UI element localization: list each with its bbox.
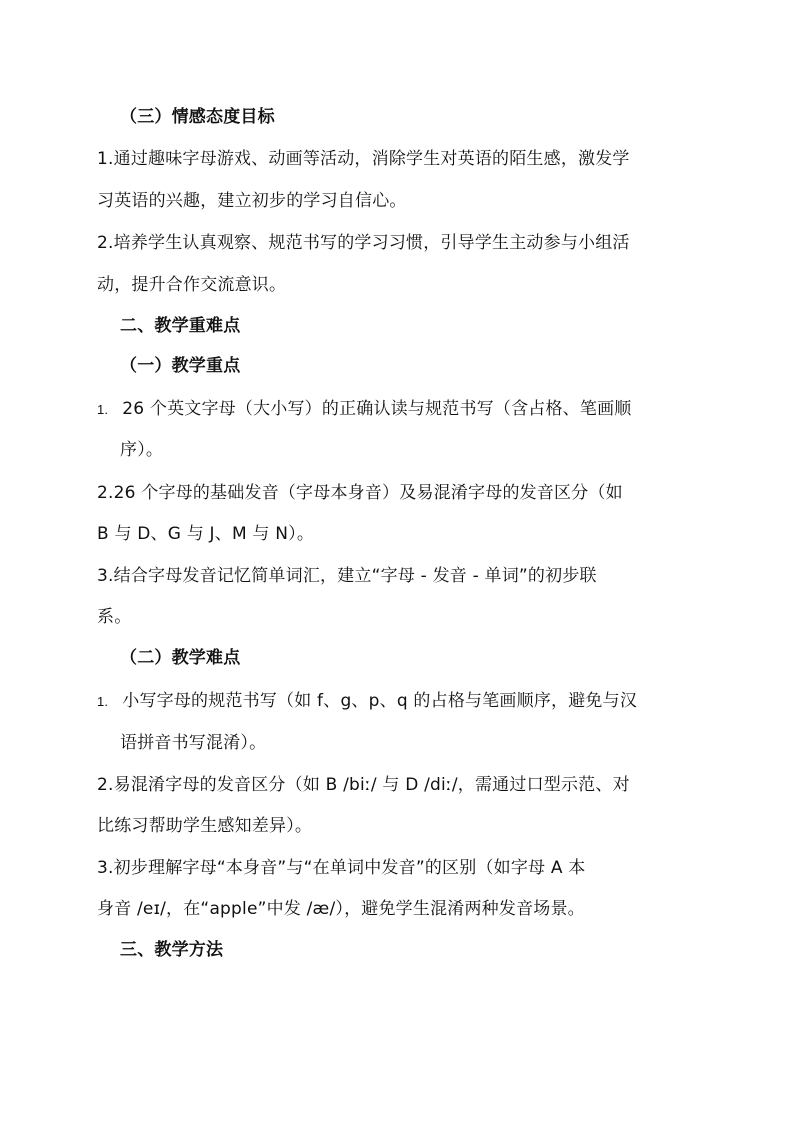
key-item-2-line-1: 2.26 个字母的基础发音（字母本身音）及易混淆字母的发音区分（如 bbox=[97, 483, 623, 503]
emotion-item-1-line-1: 1.通过趣味字母游戏、动画等活动，消除学生对英语的陌生感，激发学 bbox=[97, 149, 630, 169]
key-item-1-number: 1. bbox=[97, 402, 109, 417]
diff-item-3-line-2: 身音 /eɪ/，在“apple”中发 /æ/），避免学生混淆两种发音场景。 bbox=[97, 899, 585, 919]
emotion-item-1-line-2: 习英语的兴趣，建立初步的学习自信心。 bbox=[97, 191, 407, 211]
diff-item-2-line-2: 比练习帮助学生感知差异）。 bbox=[97, 816, 313, 836]
diff-item-3-line-1: 3.初步理解字母“本身音”与“在单词中发音”的区别（如字母 A 本 bbox=[97, 858, 586, 878]
emotion-item-2-line-1: 2.培养学生认真观察、规范书写的学习习惯，引导学生主动参与小组活 bbox=[97, 233, 630, 253]
key-item-1-line-1 bbox=[97, 397, 631, 422]
diff-item-2-line-1: 2.易混淆字母的发音区分（如 B /biː/ 与 D /diː/，需通过口型示范、对 bbox=[97, 775, 630, 795]
heading-emotion-goals: （三）情感态度目标 bbox=[120, 107, 275, 127]
key-item-1-text: 26 个英文字母（大小写）的正确认读与规范书写（含占格、笔画顺 bbox=[122, 399, 632, 419]
emotion-item-2-line-2: 动，提升合作交流意识。 bbox=[97, 275, 287, 295]
key-item-3-line-2: 系。 bbox=[97, 607, 132, 627]
key-item-3-line-1: 3.结合字母发音记忆简单词汇，建立“字母 - 发音 - 单词”的初步联 bbox=[97, 566, 597, 586]
key-item-2-line-2: B 与 D、G 与 J、M 与 N）。 bbox=[97, 524, 315, 544]
diff-item-1-number: 1. bbox=[97, 694, 109, 709]
diff-item-1-line-1 bbox=[97, 689, 637, 714]
diff-item-1-text: 小写字母的规范书写（如 f、g、p、q 的占格与笔画顺序，避免与汉 bbox=[122, 691, 638, 711]
heading-key-points: （一）教学重点 bbox=[120, 356, 241, 376]
diff-item-1-line-2: 语拼音书写混淆）。 bbox=[120, 733, 267, 753]
heading-difficult-points: （二）教学难点 bbox=[120, 648, 241, 668]
heading-section-3: 三、教学方法 bbox=[120, 940, 224, 960]
heading-section-2: 二、教学重难点 bbox=[120, 316, 241, 336]
key-item-1-line-2: 序）。 bbox=[120, 440, 164, 460]
